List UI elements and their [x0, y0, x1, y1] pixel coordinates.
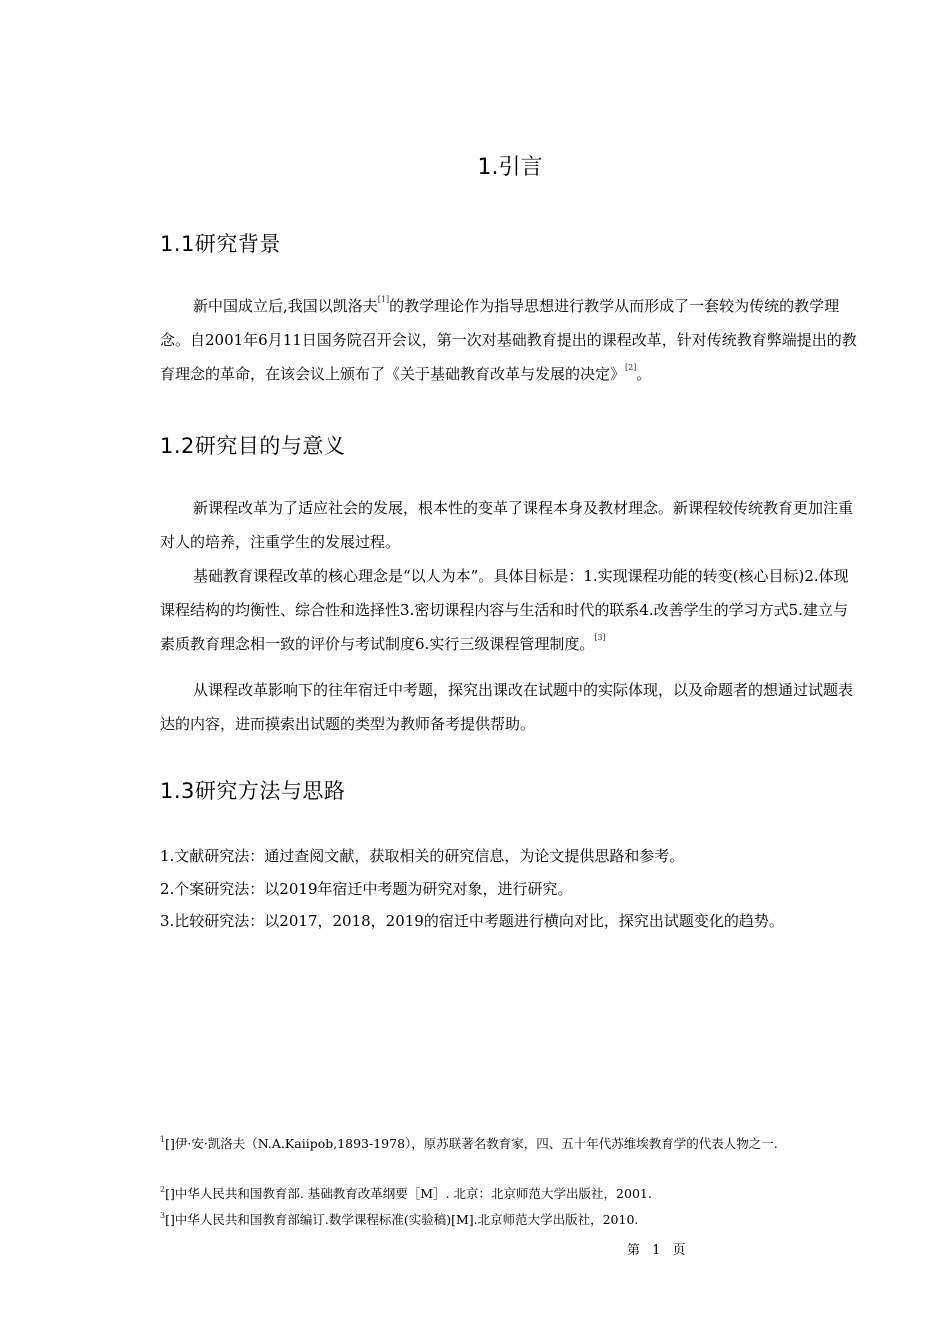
footnote-text-1: []伊·安·凯洛夫（N.A.Kaiipob,1893-1978），原苏联著名教育家，四、五十年代苏维埃教育学的代表人物之一. [165, 1136, 778, 1151]
purpose-paragraph-1: 新课程改革为了适应社会的发展，根本性的变革了课程本身及教材理念。新课程较传统教育更加注重对人的培养，注重学生的发展过程。 [160, 499, 854, 551]
background-text-c: 。 [636, 365, 652, 383]
footnote-mark-2: 2 [160, 1185, 166, 1194]
method-item-1: 1.文献研究法：通过查阅文献，获取相关的研究信息，为论文提供思路和参考。 [160, 847, 685, 865]
footnote-3 [160, 1207, 865, 1233]
footnote-text-2: []中华人民共和国教育部. 基础教育改革纲要［M］. 北京：北京师范大学出版社，2001. [165, 1186, 652, 1201]
method-item-3: 3.比较研究法：以2017，2018，2019的宿迁中考题进行横向对比，探究出试题变化的趋势。 [160, 912, 784, 930]
page-number: 第 1 页 [627, 1243, 690, 1258]
purpose-paragraph-2 [160, 559, 860, 661]
purpose-paragraph-3: 从课程改革影响下的往年宿迁中考题，探究出课改在试题中的实际体现，以及命题者的想通过试题表达的内容，进而摸索出试题的类型为教师备考提供帮助。 [160, 681, 854, 733]
citation-ref-1: [1] [377, 295, 390, 304]
section-heading-1-3: 1.3研究方法与思路 [160, 779, 346, 803]
section-heading-1-1: 1.1研究背景 [160, 232, 281, 256]
footnote-1 [160, 1131, 865, 1157]
footnote-text-3: []中华人民共和国教育部编订.数学课程标准(实验稿)[M].北京师范大学出版社，2010. [165, 1212, 639, 1227]
citation-ref-2: [2] [625, 363, 637, 372]
footnote-mark-1: 1 [160, 1135, 166, 1144]
footnote-mark-3: 3 [160, 1211, 166, 1220]
method-item-2: 2.个案研究法：以2019年宿迁中考题为研究对象，进行研究。 [160, 880, 573, 898]
purpose-text-2: 基础教育课程改革的核心理念是“以人为本”。具体目标是：1.实现课程功能的转变(核心目标)2.体现课程结构的均衡性、综合性和选择性3.密切课程内容与生活和时代的联系4.改善学生的学习方式5.建立与素质教育理念相一致的评价与考试制度6.实行三级课程管理制度。 [160, 567, 849, 653]
background-text-b: 的教学理论作为指导思想进行教学从而形成了一套较为传统的教学理念。自2001年6月11日国务院召开会议，第一次对基础教育提出的课程改革，针对传统教育弊端提出的教育理念的革命，在该会议上颁布了《关于基础教育改革与发展的决定》 [160, 297, 857, 383]
background-text-a: 新中国成立后,我国以凯洛夫 [193, 297, 378, 315]
background-paragraph [160, 289, 860, 391]
citation-ref-3: [3] [594, 633, 606, 642]
section-heading-1-2: 1.2研究目的与意义 [160, 434, 346, 458]
chapter-title: 1.引言 [477, 155, 543, 180]
footnote-2 [160, 1181, 865, 1207]
